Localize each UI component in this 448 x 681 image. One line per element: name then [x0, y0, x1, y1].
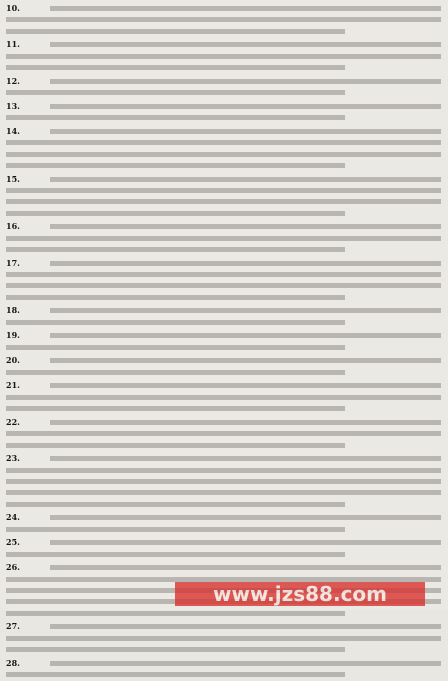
answer-number: 16. — [6, 221, 20, 232]
answer-number: 10. — [6, 3, 20, 13]
answer-10 — [6, 3, 441, 37]
answer-number: 11. — [6, 39, 20, 50]
unreadable-line — [50, 261, 441, 266]
answer-16 — [6, 221, 441, 255]
answer-number: 27. — [6, 621, 20, 632]
unreadable-line — [50, 383, 441, 388]
unreadable-line — [50, 177, 441, 182]
website-watermark: www.jzs88.com — [175, 582, 425, 606]
answer-number: 15. — [6, 173, 20, 184]
unreadable-line — [6, 479, 441, 484]
answer-23 — [6, 453, 441, 510]
answer-number: 20. — [6, 355, 20, 366]
unreadable-line — [50, 661, 441, 666]
answer-number: 24. — [6, 512, 20, 523]
unreadable-line — [50, 358, 441, 363]
answer-number: 25. — [6, 537, 20, 548]
answer-15 — [6, 174, 441, 220]
unreadable-line — [6, 247, 345, 252]
unreadable-line — [6, 611, 345, 616]
unreadable-line — [6, 272, 441, 277]
unreadable-line — [50, 515, 441, 520]
answer-number: 17. — [6, 257, 20, 268]
answer-19 — [6, 330, 441, 353]
unreadable-line — [6, 152, 441, 157]
unreadable-line — [6, 647, 345, 652]
unreadable-line — [6, 468, 441, 473]
answer-28 — [6, 658, 441, 681]
unreadable-line — [50, 308, 441, 313]
unreadable-line — [6, 443, 345, 448]
unreadable-line — [6, 406, 345, 411]
answer-12 — [6, 76, 441, 99]
unreadable-line — [6, 431, 441, 436]
answer-18 — [6, 305, 441, 328]
answer-number: 22. — [6, 416, 20, 427]
answer-24 — [6, 512, 441, 535]
answer-number: 19. — [6, 330, 20, 341]
unreadable-line — [6, 115, 345, 120]
unreadable-line — [6, 54, 441, 59]
unreadable-line — [50, 224, 441, 229]
unreadable-line — [6, 395, 441, 400]
answer-number: 14. — [6, 125, 20, 136]
unreadable-line — [50, 624, 441, 629]
unreadable-line — [50, 42, 441, 47]
unreadable-line — [6, 199, 441, 204]
unreadable-line — [6, 672, 345, 677]
unreadable-line — [50, 565, 441, 570]
unreadable-line — [6, 163, 345, 168]
unreadable-line — [6, 236, 441, 241]
unreadable-line — [6, 320, 345, 325]
unreadable-line — [6, 577, 441, 582]
answer-14 — [6, 126, 441, 172]
unreadable-line — [50, 333, 441, 338]
unreadable-line — [50, 456, 441, 461]
answer-25 — [6, 537, 441, 560]
unreadable-line — [6, 370, 345, 375]
answer-number: 13. — [6, 100, 20, 111]
unreadable-line — [50, 420, 441, 425]
unreadable-line — [50, 79, 441, 84]
unreadable-line — [6, 502, 345, 507]
unreadable-line — [6, 345, 345, 350]
answer-number: 21. — [6, 380, 20, 391]
unreadable-line — [6, 140, 441, 145]
answer-21 — [6, 380, 441, 414]
answer-22 — [6, 417, 441, 451]
answer-number: 18. — [6, 305, 20, 316]
unreadable-line — [50, 540, 441, 545]
unreadable-line — [6, 490, 441, 495]
unreadable-line — [6, 636, 441, 641]
unreadable-line — [50, 104, 441, 109]
unreadable-line — [6, 17, 441, 22]
answer-number: 23. — [6, 453, 20, 464]
unreadable-line — [6, 65, 345, 70]
answer-17 — [6, 258, 441, 304]
unreadable-line — [6, 90, 345, 95]
answer-number: 12. — [6, 75, 20, 86]
answer-27 — [6, 621, 441, 655]
unreadable-line — [6, 527, 345, 532]
answer-number: 28. — [6, 657, 20, 668]
unreadable-line — [6, 211, 345, 216]
unreadable-line — [50, 6, 441, 11]
unreadable-line — [6, 283, 441, 288]
unreadable-line — [6, 188, 441, 193]
answer-number: 26. — [6, 562, 20, 573]
unreadable-line — [6, 29, 345, 34]
unreadable-line — [6, 552, 345, 557]
unreadable-line — [50, 129, 441, 134]
answer-13 — [6, 101, 441, 124]
answer-20 — [6, 355, 441, 378]
answer-11 — [6, 39, 441, 73]
unreadable-line — [6, 295, 345, 300]
